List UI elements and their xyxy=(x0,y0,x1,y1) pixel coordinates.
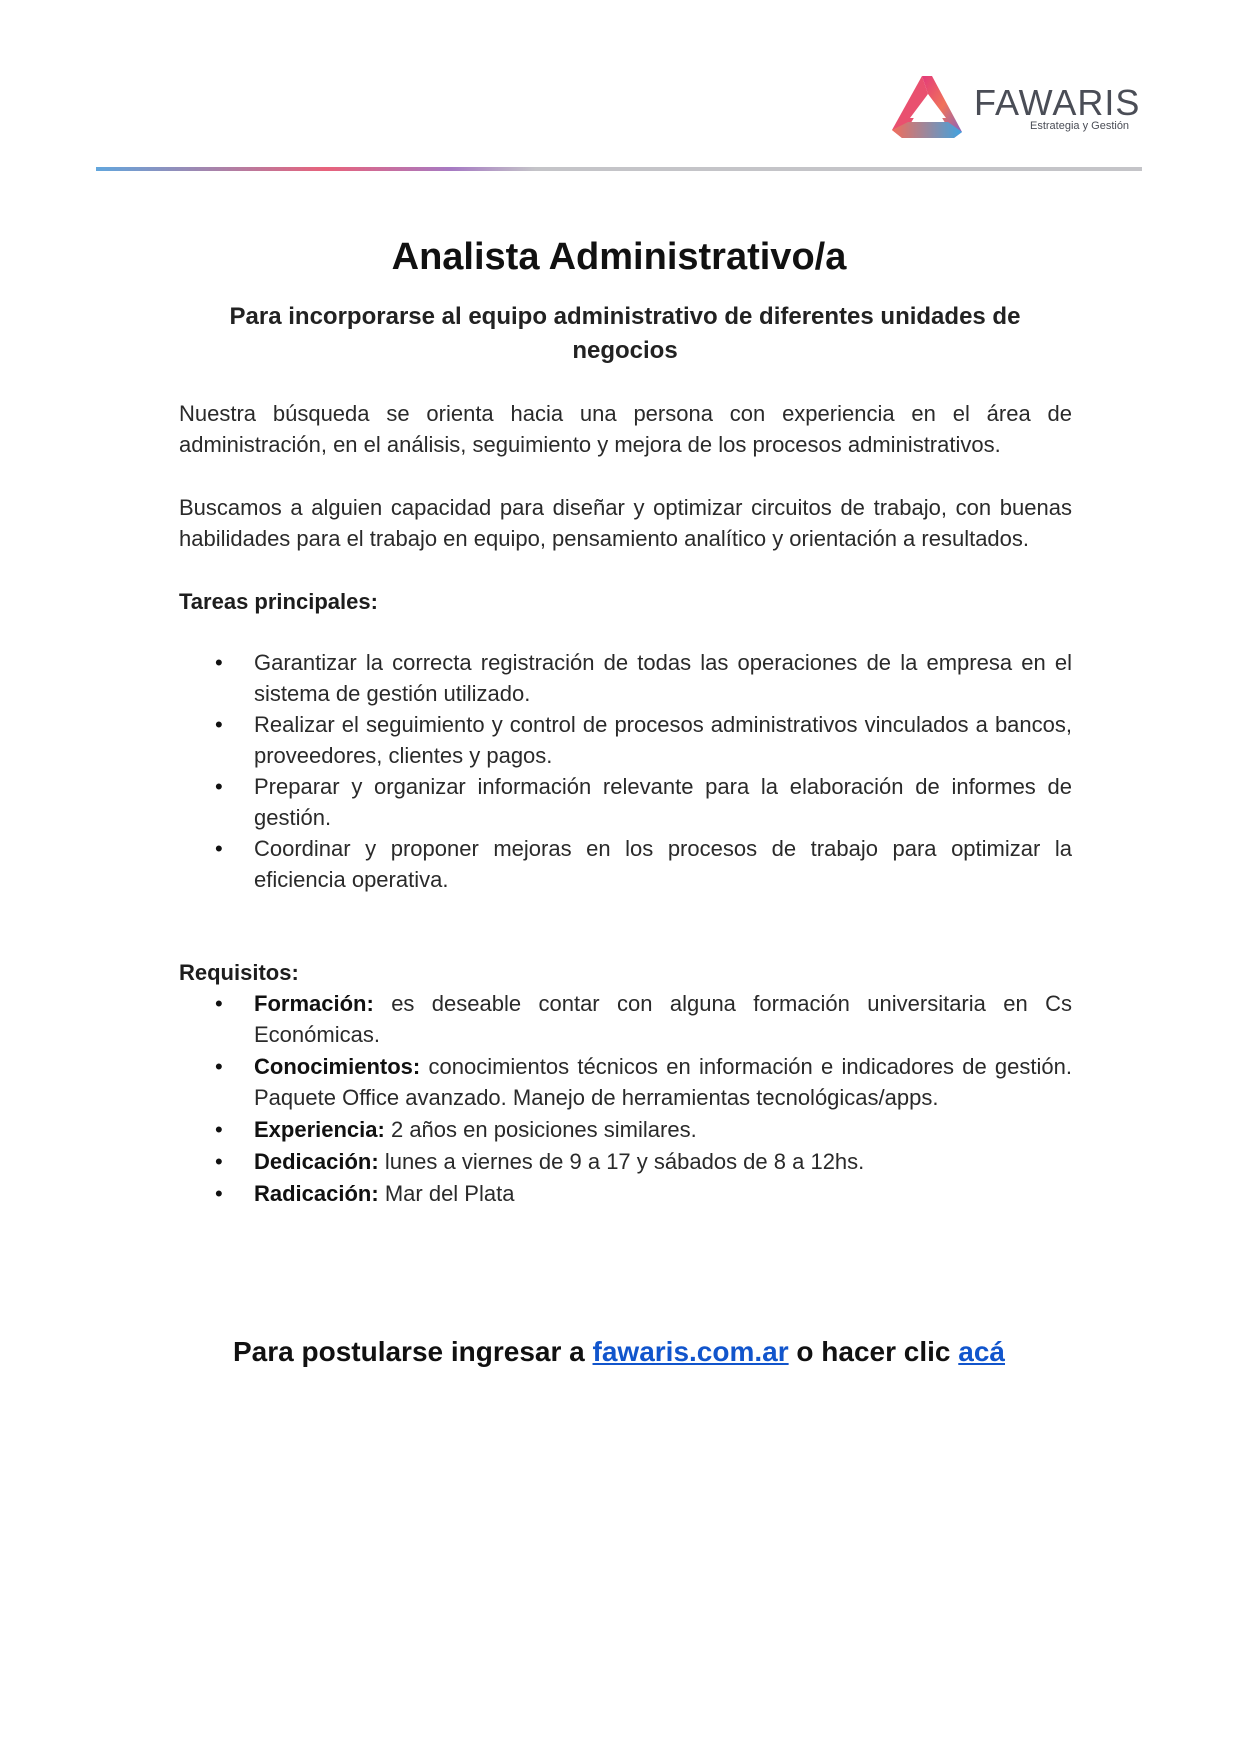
requirement-label: Radicación: xyxy=(254,1181,379,1206)
apply-here-link[interactable]: acá xyxy=(958,1336,1005,1367)
requirement-label: Dedicación: xyxy=(254,1149,379,1174)
list-item: • Preparar y organizar información relevante para la elaboración de informes de gestión. xyxy=(179,771,1072,833)
requirements-heading: Requisitos: xyxy=(179,960,299,985)
tasks-heading: Tareas principales: xyxy=(179,589,378,614)
list-item xyxy=(179,1051,1072,1113)
logo-tagline: Estrategia y Gestión xyxy=(1030,120,1130,132)
intro-paragraph-1: Nuestra búsqueda se orienta hacia una persona con experiencia en el área de administración, en el análisis, seguimiento y mejora de los procesos administrativos. xyxy=(179,401,1072,457)
list-item xyxy=(179,1146,1072,1177)
requirement-text: es deseable contar con alguna formación universitaria en Cs Económicas. xyxy=(254,991,1072,1047)
job-title: Analista Administrativo/a xyxy=(391,236,847,278)
cta-prefix: Para postularse ingresar a xyxy=(233,1336,585,1367)
requirement-label: Experiencia: xyxy=(254,1117,385,1142)
logo-wordmark: FAWARIS xyxy=(974,82,1141,123)
intro-paragraph-2: Buscamos a alguien capacidad para diseñar y optimizar circuitos de trabajo, con buenas habilidades para el trabajo en equipo, pensamiento analítico y orientación a resultados. xyxy=(179,495,1072,551)
tasks-list xyxy=(179,647,1072,895)
company-logo xyxy=(888,72,1141,144)
requirement-text: lunes a viernes de 9 a 17 y sábados de 8 a 12hs. xyxy=(384,1149,865,1174)
job-subtitle: Para incorporarse al equipo administrativo de diferentes unidades de negocios xyxy=(229,303,1021,364)
list-item: • Coordinar y proponer mejoras en los procesos de trabajo para optimizar la eficiencia operativa. xyxy=(179,833,1072,895)
requirement-text: Mar del Plata xyxy=(384,1181,515,1206)
cta-middle: o hacer clic xyxy=(796,1336,951,1367)
job-description xyxy=(179,398,1072,1210)
list-item: • Garantizar la correcta registración de todas las operaciones de la empresa en el sistema de gestión utilizado. xyxy=(179,647,1072,709)
list-item: • Realizar el seguimiento y control de procesos administrativos vinculados a bancos, proveedores, clientes y pagos. xyxy=(179,709,1072,771)
requirement-label: Conocimientos: xyxy=(254,1054,421,1079)
requirement-text: conocimientos técnicos en información e indicadores de gestión. Paquete Office avanzado. Manejo de herramientas tecnológicas/apps. xyxy=(254,1054,1072,1110)
logo-mark-icon xyxy=(888,72,968,144)
apply-call-to-action xyxy=(96,1336,1142,1368)
requirement-text: 2 años en posiciones similares. xyxy=(390,1117,697,1142)
website-link[interactable]: fawaris.com.ar xyxy=(592,1336,789,1367)
requirement-label: Formación: xyxy=(254,991,374,1016)
list-item xyxy=(179,988,1072,1050)
header-divider xyxy=(96,167,1142,171)
list-item xyxy=(179,1114,1072,1145)
list-item xyxy=(179,1178,1072,1209)
requirements-list xyxy=(179,988,1072,1209)
